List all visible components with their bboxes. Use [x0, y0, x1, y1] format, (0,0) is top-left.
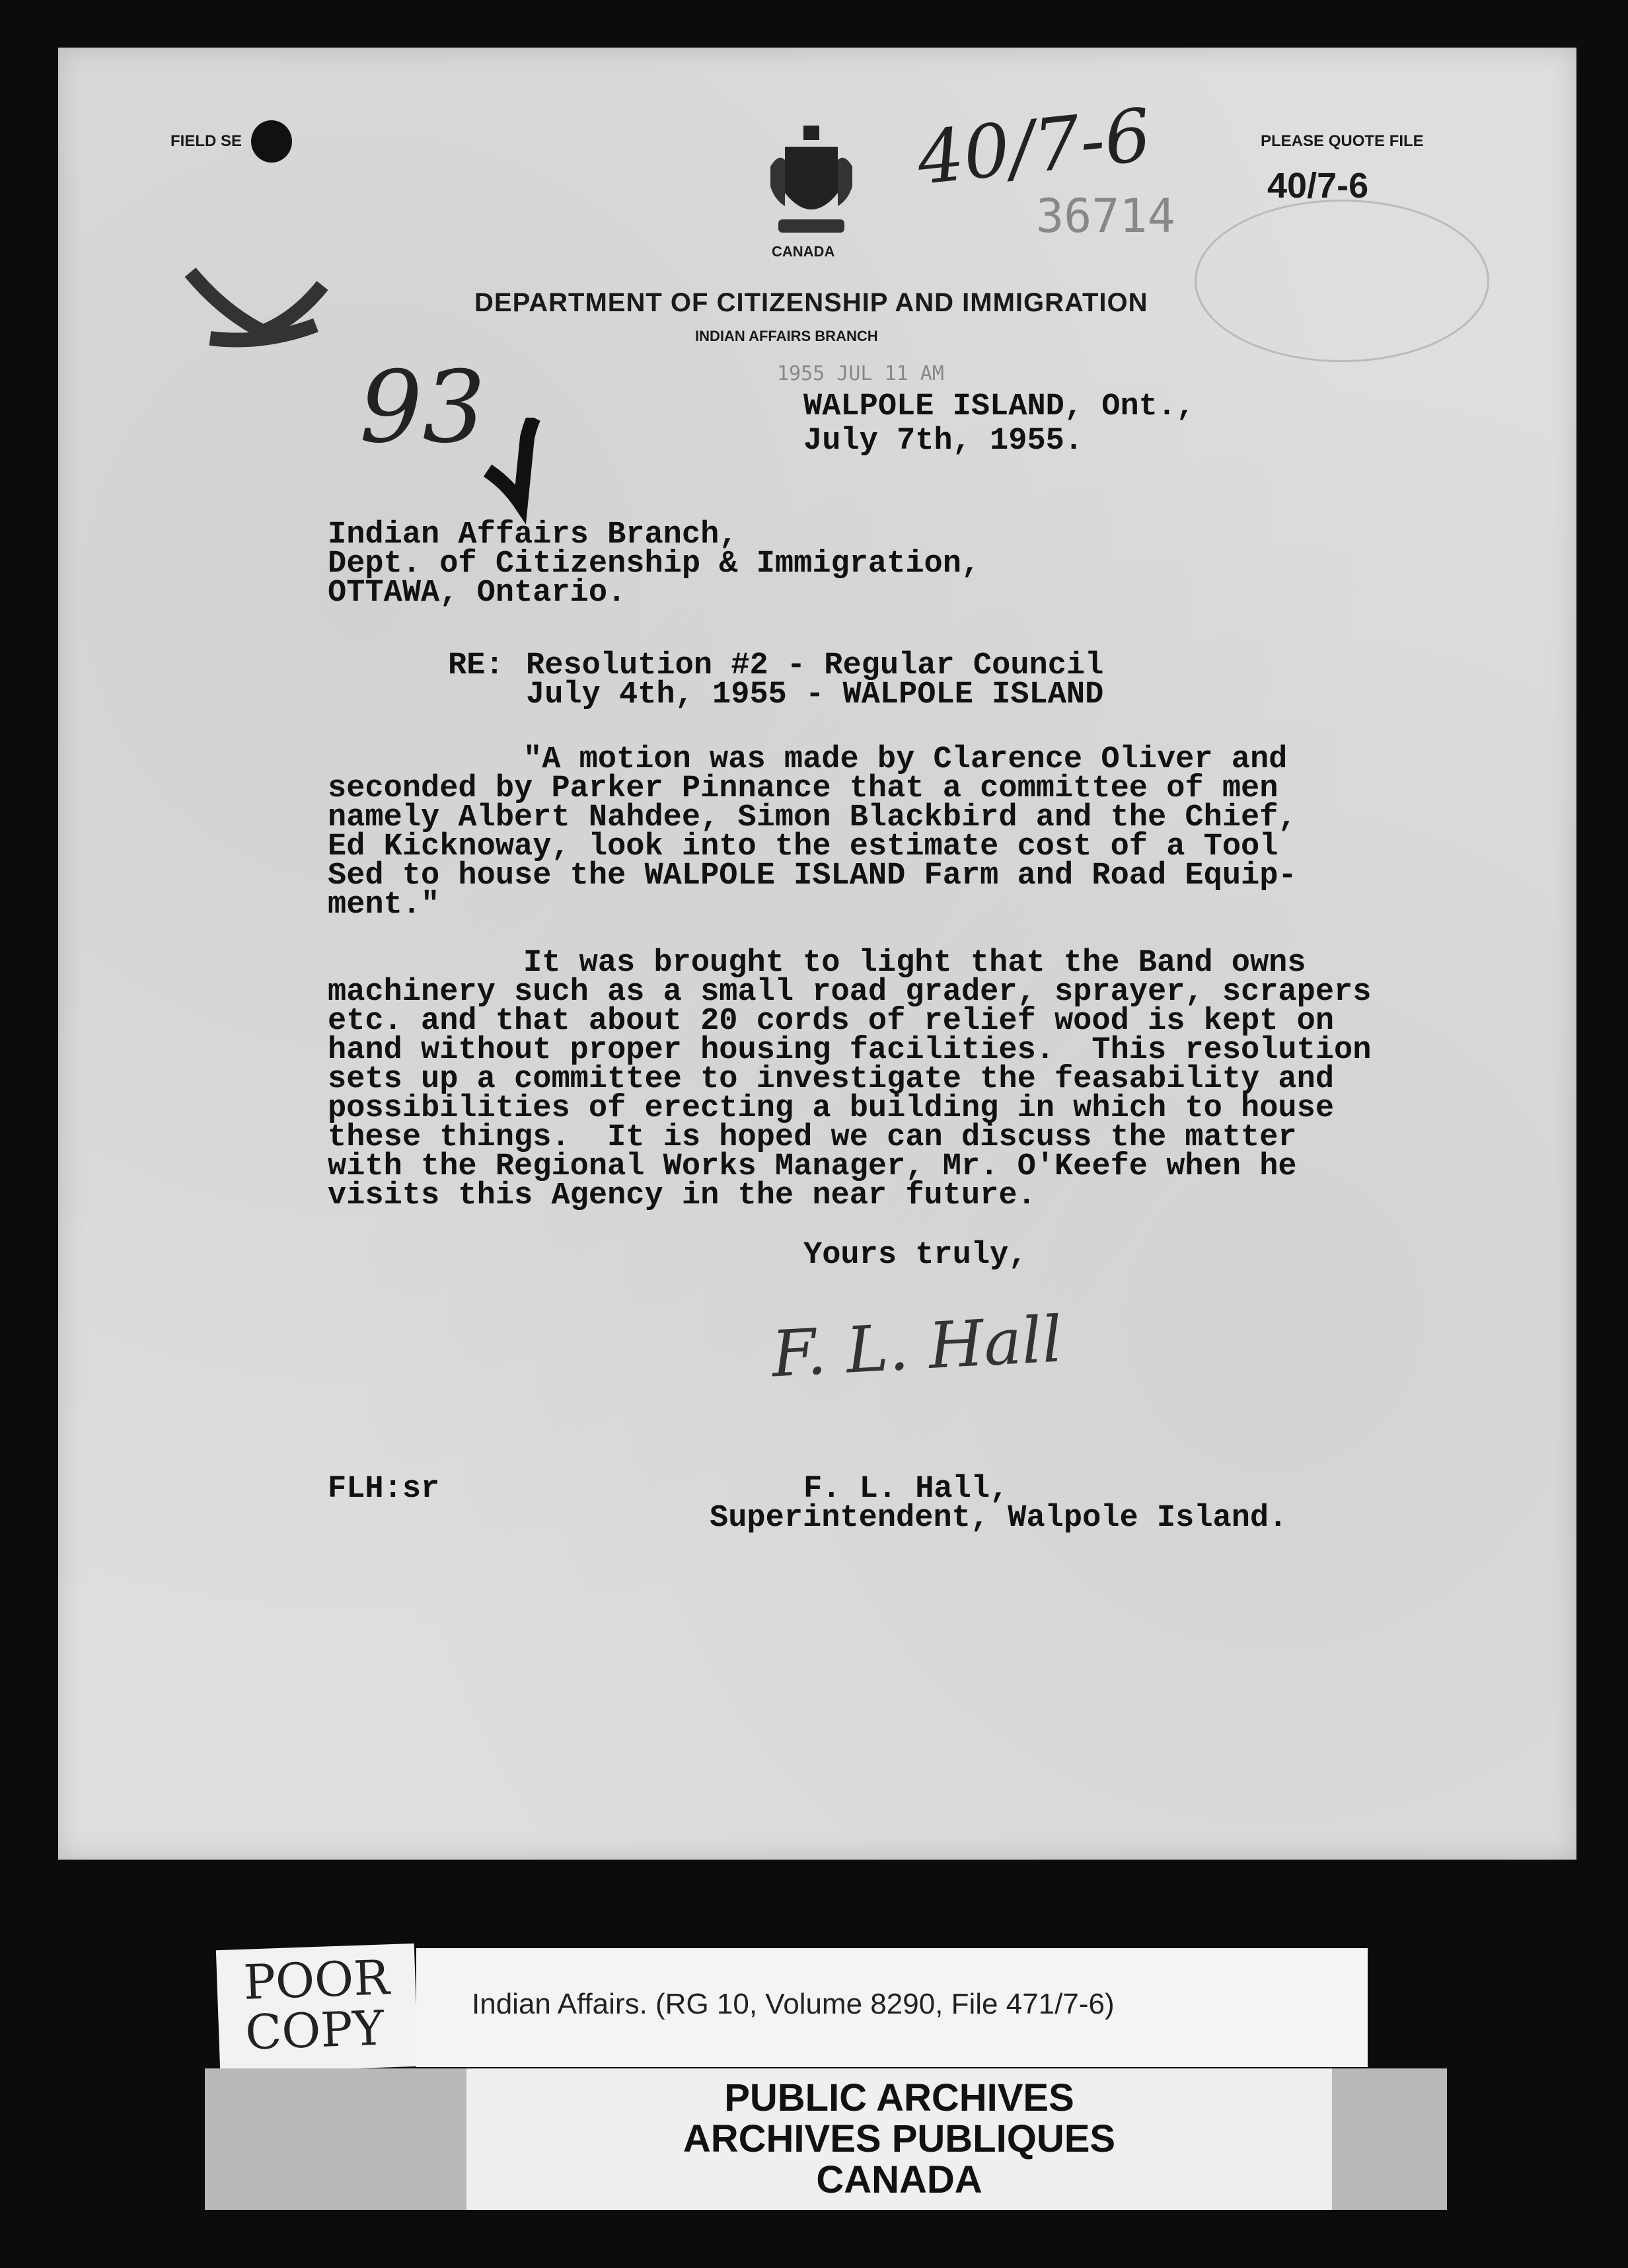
recipient-line: OTTAWA, Ontario. — [328, 576, 626, 611]
letter-place: WALPOLE ISLAND, Ont., — [803, 389, 1195, 424]
received-stamp: 1955 JUL 11 AM — [777, 362, 944, 385]
re-line: Resolution #2 - Regular Council — [526, 648, 1104, 683]
paragraph2-line: hand without proper housing facilities. This resolution — [328, 1033, 1372, 1068]
archive-line: CANADA — [816, 2158, 982, 2201]
paragraph1-line: Sed to house the WALPOLE ISLAND Farm and Road Equip- — [328, 858, 1297, 893]
letter-page — [58, 48, 1576, 1860]
poor-copy-line: POOR — [242, 1949, 390, 2010]
poor-copy-label — [216, 1944, 418, 2073]
paragraph1-line: seconded by Parker Pinnance that a committee of men — [328, 771, 1278, 806]
department-title: DEPARTMENT OF CITIZENSHIP AND IMMIGRATION — [474, 288, 1148, 317]
archive-reference-label — [416, 1948, 1368, 2067]
signer-title: Superintendent, Walpole Island. — [710, 1501, 1288, 1536]
paragraph2-line: visits this Agency in the near future. — [328, 1178, 1036, 1213]
branch-title: INDIAN AFFAIRS BRANCH — [695, 328, 878, 344]
paragraph1-line: namely Albert Nahdee, Simon Blackbird and the Chief, — [328, 800, 1297, 835]
paragraph1-line: "A motion was made by Clarence Oliver and — [523, 742, 1288, 777]
handwritten-mark: 93 — [359, 350, 486, 465]
field-service-label: FIELD SE — [170, 132, 242, 150]
paragraph2-line: It was brought to light that the Band owns — [523, 946, 1306, 981]
poor-copy-line: COPY — [244, 2000, 385, 2060]
paragraph2-line: these things. It is hoped we can discuss the matter — [328, 1120, 1297, 1155]
paragraph1-line: ment." — [328, 888, 440, 923]
signature: F. L. Hall — [770, 1302, 1064, 1392]
paragraph2-line: possibilities of erecting a building in which to house — [328, 1091, 1335, 1126]
paragraph1-line: Ed Kicknoway, look into the estimate cost of a Tool — [328, 829, 1278, 864]
letter-date: July 7th, 1955. — [803, 424, 1084, 459]
archive-reference: Indian Affairs. (RG 10, Volume 8290, File 471/7-6) — [472, 1988, 1115, 2020]
coat-of-arms-label: CANADA — [772, 243, 835, 260]
closing: Yours truly, — [803, 1238, 1027, 1273]
received-stamp-circle — [1195, 200, 1489, 362]
paragraph2-line: etc. and that about 20 cords of relief wood is kept on — [328, 1004, 1335, 1039]
please-quote-label: PLEASE QUOTE FILE — [1261, 132, 1424, 150]
paragraph2-line: with the Regional Works Manager, Mr. O'Keefe when he — [328, 1149, 1297, 1184]
recipient-line: Dept. of Citizenship & Immigration, — [328, 547, 980, 582]
handwritten-file-number: 40/7-6 — [913, 92, 1155, 202]
stamp-number: 36714 — [1036, 189, 1175, 243]
typist-initials: FLH:sr — [328, 1472, 440, 1507]
public-archives-label — [466, 2068, 1332, 2210]
paragraph2-line: sets up a committee to investigate the feasability and — [328, 1062, 1335, 1097]
recipient-line: Indian Affairs Branch, — [328, 517, 738, 552]
archive-line: PUBLIC ARCHIVES — [724, 2076, 1074, 2119]
ink-blot — [251, 120, 292, 163]
paragraph2-line: machinery such as a small road grader, sprayer, scrapers — [328, 975, 1372, 1010]
please-quote-value: 40/7-6 — [1267, 166, 1369, 206]
signer-name: F. L. Hall, — [803, 1472, 1009, 1507]
archive-line: ARCHIVES PUBLIQUES — [683, 2117, 1116, 2160]
re-line: July 4th, 1955 - WALPOLE ISLAND — [526, 677, 1104, 712]
re-label: RE: — [448, 648, 504, 683]
scribble-icon — [184, 233, 355, 378]
